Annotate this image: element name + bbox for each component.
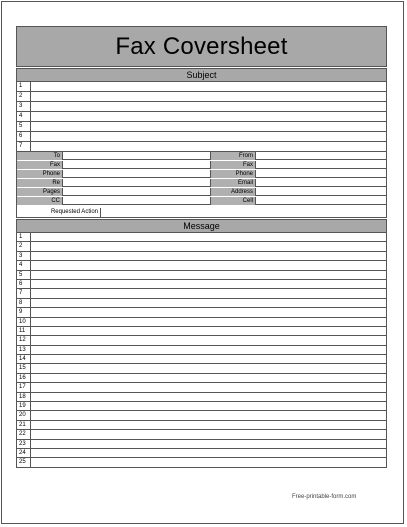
message-line-number: 11 [17,327,31,335]
message-line-number: 18 [17,393,31,401]
message-line-row[interactable] [17,242,386,251]
message-line-row[interactable] [17,440,386,449]
subject-line-number: 5 [17,122,31,131]
info-row[interactable] [17,179,386,187]
message-line-number: 5 [17,271,31,279]
message-line-row[interactable] [17,308,386,317]
message-lines [16,233,387,468]
subject-header [16,68,387,82]
message-header [16,219,387,233]
info-right-label: From [210,152,256,160]
subject-line-number: 3 [17,102,31,111]
message-line-number: 15 [17,364,31,372]
message-line-number: 3 [17,252,31,260]
message-line-row[interactable] [17,402,386,411]
message-line-number: 9 [17,308,31,316]
message-line-number: 8 [17,299,31,307]
info-right-label: Phone [210,170,256,178]
subject-line-row[interactable] [17,102,386,112]
subject-line-row[interactable] [17,122,386,132]
message-line-number: 1 [17,233,31,241]
message-line-number: 4 [17,261,31,269]
message-line-number: 7 [17,289,31,297]
message-line-row[interactable] [17,355,386,364]
subject-line-number: 7 [17,142,31,151]
message-line-row[interactable] [17,449,386,458]
requested-action-label: Requested Action [17,208,101,217]
message-line-number: 19 [17,402,31,410]
subject-line-row[interactable] [17,82,386,92]
message-line-row[interactable] [17,346,386,355]
message-line-row[interactable] [17,233,386,242]
message-line-row[interactable] [17,383,386,392]
message-line-row[interactable] [17,411,386,420]
subject-label: Subject [186,70,217,80]
subject-line-row[interactable] [17,112,386,122]
message-line-number: 17 [17,383,31,391]
info-row[interactable] [17,161,386,169]
message-line-row[interactable] [17,327,386,336]
subject-line-row[interactable] [17,132,386,142]
message-line-number: 16 [17,374,31,382]
info-right-label: Cell [210,197,256,205]
fax-info-table [16,151,387,218]
message-line-number: 25 [17,458,31,466]
message-line-row[interactable] [17,252,386,261]
info-left-label: Phone [17,170,63,178]
message-line-row[interactable] [17,299,386,308]
info-right-label: Fax [210,161,256,169]
page-title: Fax Coversheet [115,32,288,60]
info-row[interactable] [17,197,386,205]
message-line-row[interactable] [17,393,386,402]
info-right-label: Email [210,179,256,187]
info-row[interactable] [17,170,386,178]
info-left-label: To [17,152,63,160]
subject-line-number: 1 [17,82,31,91]
message-line-row[interactable] [17,318,386,327]
message-line-row[interactable] [17,271,386,280]
message-line-number: 12 [17,336,31,344]
subject-line-number: 6 [17,132,31,141]
info-left-label: Re [17,179,63,187]
info-left-label: Fax [17,161,63,169]
message-line-number: 13 [17,346,31,354]
message-line-number: 23 [17,440,31,448]
message-line-number: 20 [17,411,31,419]
message-line-number: 21 [17,421,31,429]
message-line-row[interactable] [17,280,386,289]
message-line-row[interactable] [17,421,386,430]
subject-lines [16,82,387,152]
subject-line-row[interactable] [17,92,386,102]
message-line-row[interactable] [17,336,386,345]
message-line-number: 14 [17,355,31,363]
title-bar [16,26,387,67]
fax-coversheet-page [1,1,404,524]
info-row[interactable] [17,188,386,196]
info-left-label: CC [17,197,63,205]
message-line-number: 2 [17,242,31,250]
info-left-label: Pages [17,188,63,196]
message-line-number: 10 [17,318,31,326]
message-line-number: 24 [17,449,31,457]
message-line-row[interactable] [17,364,386,373]
info-right-label: Address [210,188,256,196]
footer-note: Free-printable-form.com [292,494,357,500]
message-line-row[interactable] [17,374,386,383]
subject-line-number: 2 [17,92,31,101]
message-line-row[interactable] [17,458,386,467]
info-row[interactable] [17,152,386,160]
message-line-row[interactable] [17,261,386,270]
message-line-row[interactable] [17,430,386,439]
subject-line-number: 4 [17,112,31,121]
message-line-number: 22 [17,430,31,438]
message-line-number: 6 [17,280,31,288]
message-label: Message [183,221,220,231]
message-line-row[interactable] [17,289,386,298]
